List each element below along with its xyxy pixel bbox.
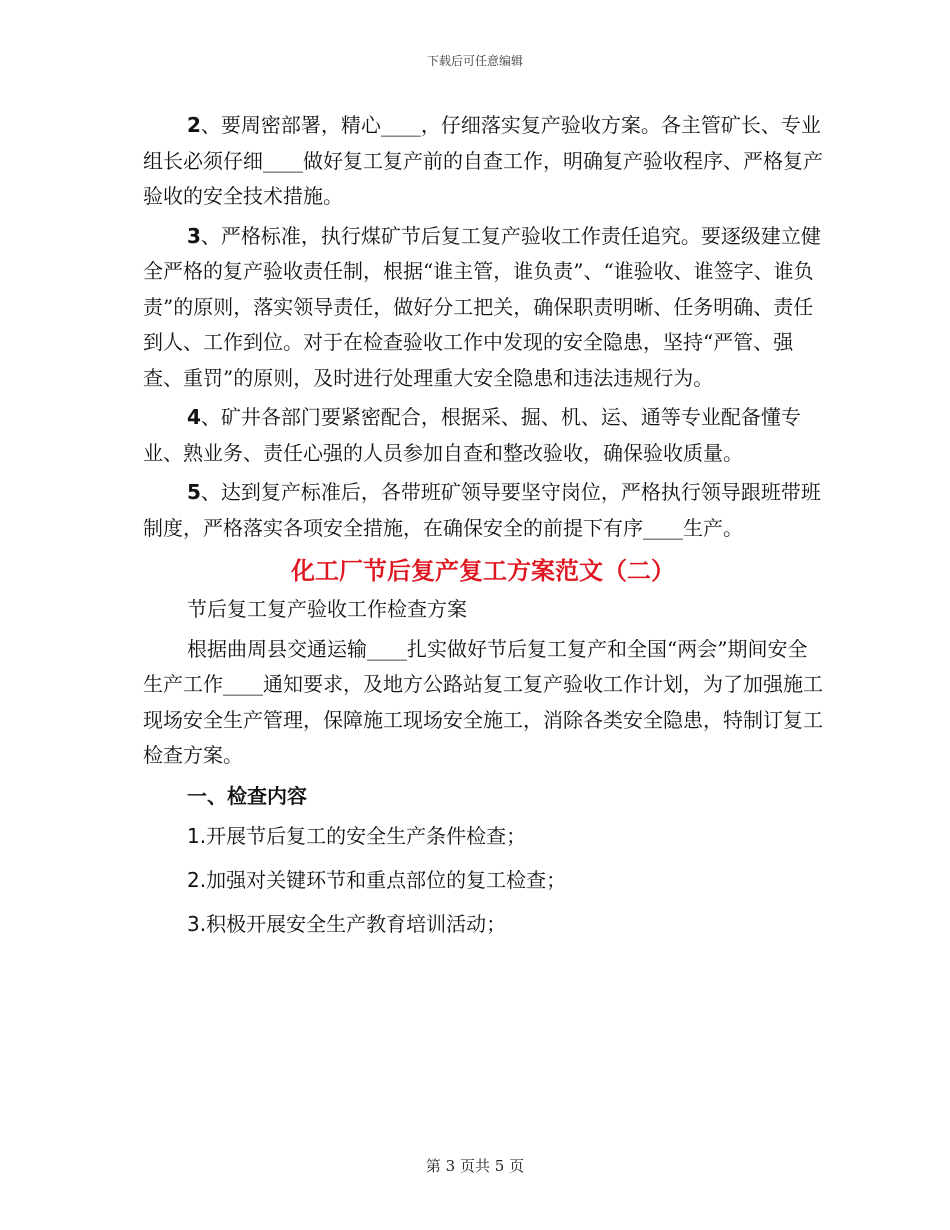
list-item bbox=[143, 818, 823, 854]
paragraph-2 bbox=[143, 108, 823, 215]
page-footer: 第 3 页共 5 页 bbox=[425, 1157, 525, 1175]
paragraph-number: 5 bbox=[187, 480, 201, 504]
intro-line: 节后复工复产验收工作检查方案 bbox=[187, 597, 467, 621]
paragraph-3 bbox=[143, 219, 823, 397]
paragraph-number: 2 bbox=[187, 113, 201, 137]
list-item bbox=[143, 906, 823, 942]
list-item-text: 加强对关键环节和重点部位的复工检查； bbox=[206, 867, 567, 892]
paragraph-text: 、达到复产标准后，各带班矿领导要坚守岗位，严格执行领导跟班带班制度，严格落实各项安全措施，在确保安全的前提下有序____生产。 bbox=[143, 480, 821, 540]
document-body bbox=[143, 108, 823, 950]
list-item-number: 3. bbox=[187, 911, 207, 936]
paragraph-5 bbox=[143, 475, 823, 546]
list-item-text: 开展节后复工的安全生产条件检查； bbox=[206, 823, 527, 848]
paragraph-number: 3 bbox=[187, 223, 201, 248]
intro-paragraph: 根据曲周县交通运输____扎实做好节后复工复产和全国“两会”期间安全生产工作____通知要求，及地方公路站复工复产验收工作计划，为了加强施工现场安全生产管理，保障施工现场安全施工，消除各类安全隐患，特制订复工检查方案。 bbox=[143, 636, 823, 767]
list-item-number: 2. bbox=[187, 867, 207, 892]
subheading: 一、检查内容 bbox=[187, 783, 307, 808]
section-title: 化工厂节后复产复工方案范文（二） bbox=[291, 557, 675, 585]
list-item-number: 1. bbox=[187, 823, 207, 848]
paragraph-text: 、矿井各部门要紧密配合，根据采、掘、机、运、通等专业配备懂专业、熟业务、责任心强的人员参加自查和整改验收，确保验收质量。 bbox=[143, 405, 801, 465]
paragraph-number: 4 bbox=[187, 405, 201, 429]
page-header: 下载后可任意编辑 bbox=[426, 54, 523, 68]
list-item-text: 积极开展安全生产教育培训活动； bbox=[206, 911, 507, 936]
paragraph-text: 、要周密部署，精心____，仔细落实复产验收方案。各主管矿长、专业组长必须仔细____做好复工复产前的自查工作，明确复产验收程序、严格复产验收的安全技术措施。 bbox=[143, 113, 823, 208]
list-item bbox=[143, 862, 823, 898]
paragraph-4 bbox=[143, 400, 823, 471]
paragraph-text: 、严格标准，执行煤矿节后复工复产验收工作责任追究。要逐级建立健全严格的复产验收责任制，根据“谁主管，谁负责”、“谁验收、谁签字、谁负责”的原则，落实领导责任，做好分工把关，确保职责明晰、任务明确、责任到人、工作到位。对于在检查验收工作中发现的安全隐患，坚持“严管、强查、重罚”的原则，及时进行处理重大安全隐患和违法违规行为。 bbox=[143, 223, 821, 390]
